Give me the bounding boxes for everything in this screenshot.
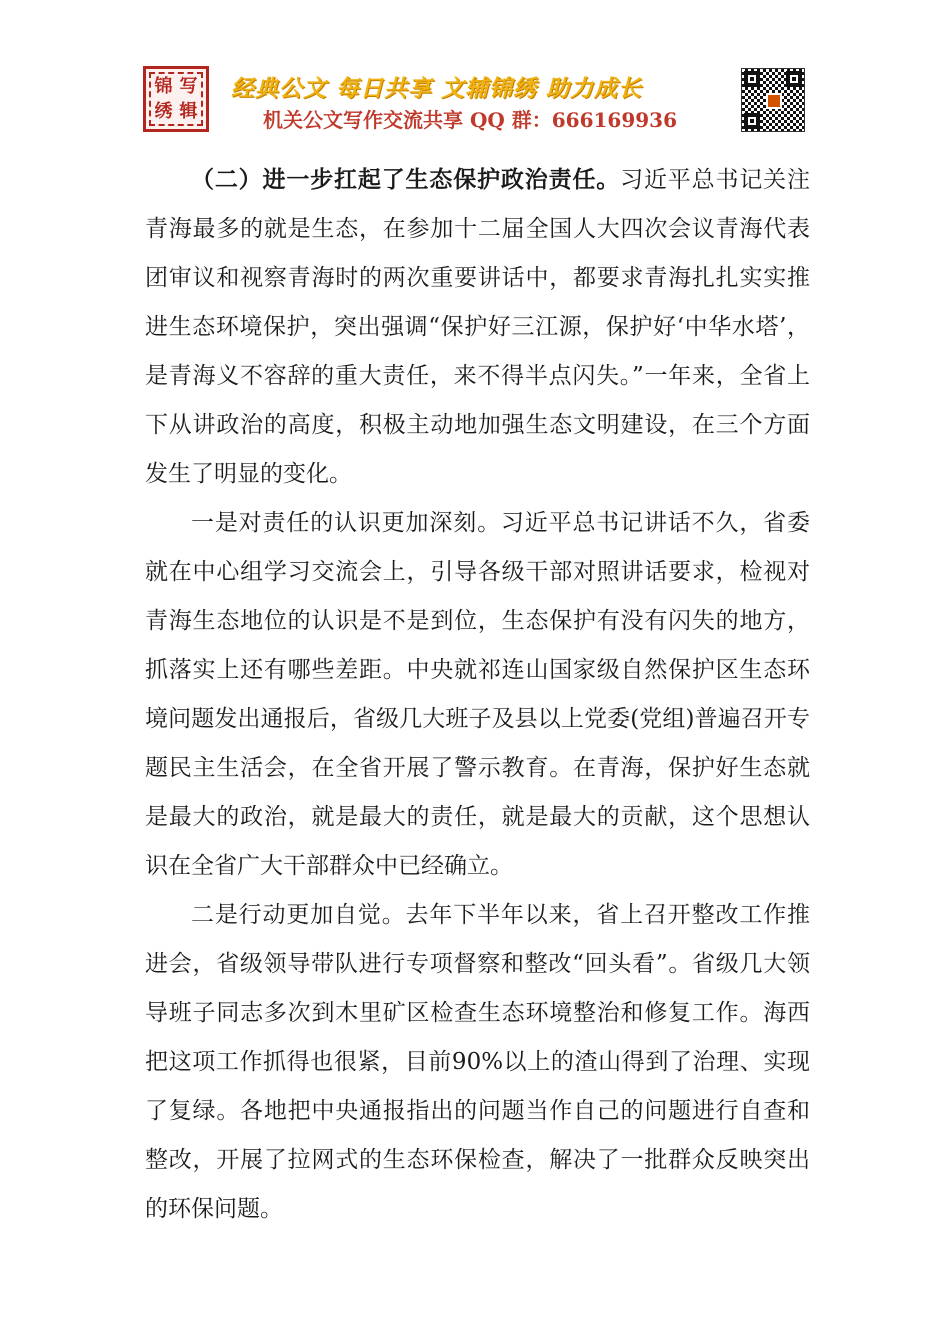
header-slogan: 经典公文 每日共享 文辅锦绣 助力成长 xyxy=(231,76,643,102)
paragraph-text: 二是行动更加自觉。去年下半年以来，省上召开整改工作推进会，省级领导带队进行专项督察和整改“回头看”。省级几大领导班子同志多次到木里矿区检查生态环境整治和修复工作。海西把这项工作抓得也很紧，目前90%以上的渣山得到了治理、实现了复绿。各地把中央通报指出的问题当作自己的问题进行自查和整改，开展了拉网式的生态环保检查，解决了一批群众反映突出的环保问题。 xyxy=(145,902,810,1222)
qr-finder xyxy=(744,113,760,129)
qr-finder xyxy=(786,71,802,87)
seal-char: 绣 xyxy=(154,100,173,122)
seal-logo xyxy=(143,66,209,132)
header-qq-line: 机关公文写作交流共享 QQ 群：666169936 xyxy=(263,108,678,132)
paragraph xyxy=(145,499,810,891)
section-heading: （二）进一步扛起了生态保护政治责任。 xyxy=(191,166,621,193)
qr-finder xyxy=(744,71,760,87)
page-header xyxy=(143,66,807,136)
paragraph xyxy=(145,891,810,1234)
seal-char: 写 xyxy=(179,75,198,97)
paragraph-text: 习近平总书记关注青海最多的就是生态，在参加十二届全国人大四次会议青海代表团审议和视察青海时的两次重要讲话中，都要求青海扎扎实实推进生态环境保护，突出强调“保护好三江源，保护好‘中华水塔’，是青海义不容辞的重大责任，来不得半点闪失。”一年来，全省上下从讲政治的高度，积极主动地加强生态文明建设，在三个方面发生了明显的变化。 xyxy=(145,167,811,487)
paragraph xyxy=(145,155,810,499)
seal-char: 辑 xyxy=(179,100,198,122)
seal-char: 锦 xyxy=(154,75,173,97)
paragraph-text: 一是对责任的认识更加深刻。习近平总书记讲话不久，省委就在中心组学习交流会上，引导各级干部对照讲话要求，检视对青海生态地位的认识是不是到位，生态保护有没有闪失的地方，抓落实上还有哪些差距。中央就祁连山国家级自然保护区生态环境问题发出通报后，省级几大班子及县以上党委(党组)普遍召开专题民主生活会，在全省开展了警示教育。在青海，保护好生态就是最大的政治，就是最大的责任，就是最大的贡献，这个思想认识在全省广大干部群众中已经确立。 xyxy=(145,510,810,879)
seal-inner xyxy=(149,72,203,126)
qr-center-logo xyxy=(766,93,782,109)
document-body xyxy=(145,155,810,1234)
qr-code-icon xyxy=(741,68,805,132)
